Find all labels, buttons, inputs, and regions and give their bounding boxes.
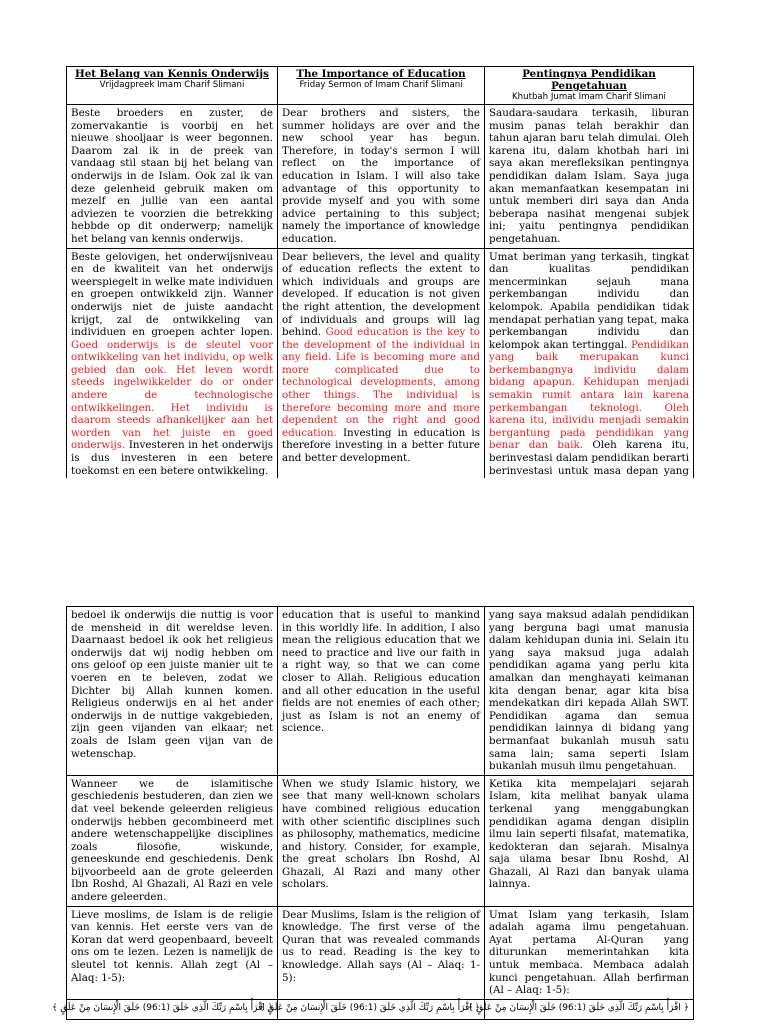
paragraph-english: education that is useful to mankind in this worldly life. In addition, I also mean the religious education that we need to practice and live our faith in a right way, so that we can come closer to Allah. Religious education and all other education in the useful fields are not enemies of each other; just as Islam is not an enemy of science. [278,607,485,776]
paragraph-indonesian: yang saya maksud adalah pendidikan yang berguna bagi umat manusia dalam kehidupan dunia ini. Selain itu yang saya maksud juga adalah pendidikan agama yang perlu kita amalkan dan menghayati keimanan kita dengan benar, agar kita bisa mendekatkan diri kepada Allah SWT. Pendidikan agama dan semua pendidikan lainnya di bidang yang bermanfaat bukanlah musuh satu sama lain; sama seperti Islam bukanlah musuh ilmu pengetahuan. [485,607,694,776]
paragraph-indonesian: Ketika kita mempelajari sejarah Islam, kita melihat banyak ulama terkenal yang menggabungkan pendidikan agama dengan disiplin ilmu lain seperti filsafat, matematika, kedokteran dan sejarah. Misalnya saja ulama besar Ibnu Roshd, Al Ghazali, Al Razi dan banyak ulama lainnya. [485,775,694,906]
paragraph-english: When we study Islamic history, we see that many well-known scholars have combined religious education with other scientific disciplines such as philosophy, mathematics, medicine and history. Consider, for example, the great scholars Ibn Roshd, Al Ghazali, Al Razi and many other scholars. [278,775,485,906]
highlighted-text: Goed onderwijs is de sleutel voor ontwikkeling van het individu, op welk gebied dan ook. Het leven wordt steeds ingelwikkelder do or onder andere de technologische ontwikkelingen. Het individu is daarom steeds afhankelijker aan het worden van het juiste en goed onderwijs. [71,338,273,452]
translation-table-page-1 [66,66,694,523]
paragraph-text: Beste gelovigen, het onderwijsniveau en de kwaliteit van het onderwijs weerspiegelt in welke mate individuen en groepen ontwikkeld zijn. Wanner onderwijs niet de juiste aandacht krijgt, zal de ontwikkeling van individuen en groepen achter lopen. [71,250,273,339]
quran-verse-english: ﴿ اقْرَأْ بِاسْمِ رَبِّكَ الَّذِي خَلَقَ (96:1) خَلَقَ الْإِنسَانَ مِنْ عَلَقٍ ﴾ [278,999,485,1019]
quran-verse-dutch: ﴿ اقْرَأْ بِاسْمِ رَبِّكَ الَّذِي خَلَقَ (96:1) خَلَقَ الْإِنسَانَ مِنْ عَلَقٍ ﴾ [67,999,278,1019]
page-gap [0,478,768,606]
paragraph-row-knowledge [67,906,694,999]
paragraph-dutch: bedoel ik onderwijs die nuttig is voor de mensheid in dit wereldse leven. Daarnaast bedoel ik ook het religieus onderwijs dat wij nodig hebben om ons geloof op een juiste manier uit te voeren en te beleven, zodat we Dichter bij Allah kunnen komen. Religieus onderwijs en al het ander onderwijs in de nuttige vakgebieden, zijn geen vijanden van elkaar; net zoals de Islam geen vijan van de wetenschap. [67,607,278,776]
paragraph-dutch: Beste broeders en zuster, de zomervakantie is voorbij en het nieuwe shooljaar is weer begonnen. Daarom zal ik in de preek van vandaag stil staan bij het belang van onderwijs in de Islam. Ook zal ik van deze gelenheid gebruik maken om mezelf en jullie van een aantal adviezen te voorzien die betrekking hebbde op dit onderwerp; namelijk het belang van kennis onderwijs. [67,105,278,249]
paragraph-text: Dear believers, the level and quality of education reflects the extent to which individuals and groups are developed. If education is not given the right attention, the development of individuals and groups will lag behind. [282,250,480,339]
paragraph-row-religious-education [67,607,694,776]
column-subtitle-indonesian: Khutbah Jumat Imam Charif Slimani [512,92,666,102]
paragraph-indonesian [485,248,694,505]
header-dutch [67,67,278,105]
paragraph-text: Umat beriman yang terkasih, tingkat dan kualitas pendidikan mencerminkan sejauh mana perkembangan individu dan kelompok. Apabila pendidikan tidak mendapat perhatian yang tepat, maka perkembangan individu dan kelompok akan tertinggal. [489,250,689,351]
header-row [67,67,694,105]
paragraph-row-intro [67,105,694,249]
paragraph-text: Oleh karena itu, berinvestasi dalam pendidikan berarti berinvestasi untuk masa depan yang [489,439,690,477]
translation-table-page-2 [52,606,694,1020]
column-title-english: The Importance of Education [296,68,466,80]
column-title-indonesian: Pentingnya Pendidikan Pengetahuan [522,68,656,92]
paragraph-english: Dear brothers and sisters, the summer holidays are over and the new school year has begun. Therefore, in today's sermon I will reflect on the importance of education in Islam. I will also take advantage of this opportunity to provide myself and you with some advice pertaining to this subject; namely the importance of knowledge education. [278,105,485,249]
column-subtitle-english: Friday Sermon of Imam Charif Slimani [299,80,463,90]
header-indonesian [485,67,694,105]
paragraph-row-history [67,775,694,906]
quran-verse-row [67,999,694,1019]
paragraph-english: Dear Muslims, Islam is the religion of knowledge. The first verse of the Quran that was revealed commands us to read. Reading is the key to knowledge. Allah says (Al – Alaq: 1-5): [278,906,485,999]
quran-verse-indonesian: ﴿ اقْرَأْ بِاسْمِ رَبِّكَ الَّذِي خَلَقَ (96:1) خَلَقَ الْإِنسَانَ مِنْ عَلَقٍ ﴾ [485,999,694,1019]
paragraph-indonesian: Saudara-saudara terkasih, liburan musim panas telah berakhir dan tahun ajaran baru telah dimulai. Oleh karena itu, dalam khotbah hari ini saya akan merefleksikan pentingnya pendidikan dalam Islam. Saya juga akan memanfaatkan kesempatan ini untuk memberi diri saya dan Anda beberapa nasihat mengenai subjek ini; yaitu pentingnya pendidikan pengetahuan. [485,105,694,249]
paragraph-text: Investing in education is therefore investing in a better future and better development. [282,426,480,465]
highlighted-text: Pendidikan yang baik merupakan kunci berkembangnya individu dalam bidang apapun. Kehidupan menjadi semakin rumit antara lain karena perkembangan teknologi. Oleh karena itu, individu menjadi semakin bergantung pada pendidikan yang benar dan baik. [489,338,689,452]
paragraph-english [278,248,485,505]
paragraph-dutch: Wanneer we de islamitische geschiedenis bestuderen, dan zien we dat veel bekende geleerden religieus onderwijs hebben gecombineerd met andere wetenschappelijke disciplines zoals filosofie, wiskunde, geneeskunde end geschiedenis. Denk bijvoorbeeld aan de grote geleerden Ibn Roshd, Al Ghazali, Al Razi en vele andere geleerden. [67,775,278,906]
paragraph-indonesian: Umat Islam yang terkasih, Islam adalah agama ilmu pengetahuan. Ayat pertama Al-Quran yang diturunkan memerintahkan kita untuk membaca. Membaca adalah kunci pengetahuan. Allah berfirman (Al – Alaq: 1-5): [485,906,694,999]
paragraph-text: Investeren in het onderwijs is dus investeren in een betere toekomst en een betere ontwikkeling. [71,439,273,477]
paragraph-row-education-level [67,248,694,505]
column-subtitle-dutch: Vrijdagpreek Imam Charif Slimani [99,80,245,90]
column-title-dutch: Het Belang van Kennis Onderwijs [75,68,269,80]
header-english [278,67,485,105]
highlighted-text: Good education is the key to the development of the individual in any field. Life is becoming more and more complicated due to technological developments, among other things. The individual is therefore becoming more and more dependent on the right and good education. [282,326,480,439]
paragraph-dutch: Lieve moslims, de Islam is de religie van kennis. Het eerste vers van de Koran dat werd geopenbaard, beveelt ons om te lezen. Lezen is namelijk de sleutel tot kennis. Allah zegt (Al – Alaq: 1-5): [67,906,278,999]
paragraph-dutch [67,248,278,505]
